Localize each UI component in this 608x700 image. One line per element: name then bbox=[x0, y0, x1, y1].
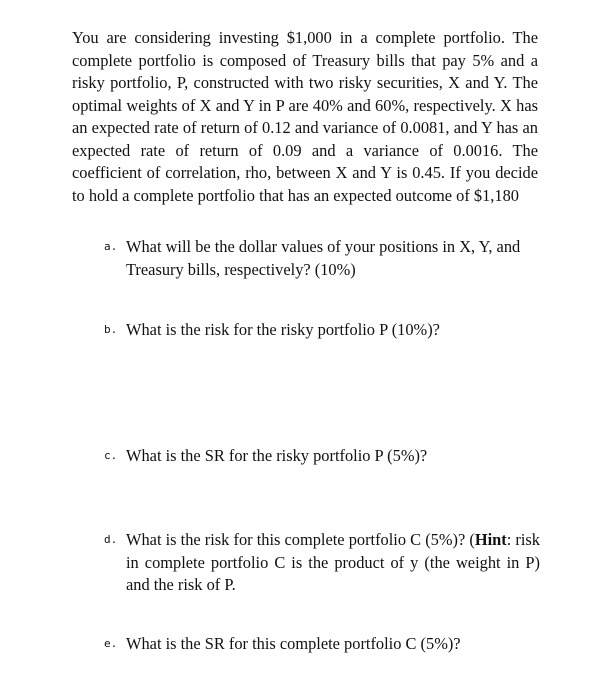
question-c bbox=[104, 445, 540, 468]
question-marker: d. bbox=[104, 533, 118, 546]
question-marker: b. bbox=[104, 323, 118, 336]
question-a bbox=[104, 236, 540, 281]
question-text: What is the SR for the risky portfolio P (5%)? bbox=[126, 446, 428, 465]
question-marker: e. bbox=[104, 637, 118, 650]
hint-label: Hint bbox=[474, 530, 507, 549]
question-marker: c. bbox=[104, 449, 118, 462]
hint-text: : risk in complete portfolio C is the product of y (the weight in P) and the risk of P. bbox=[126, 530, 540, 594]
question-text: What is the risk for the risky portfolio P (10%)? bbox=[126, 320, 440, 339]
problem-statement: You are considering investing $1,000 in a complete portfolio. The complete portfolio is composed of Treasury bills that pay 5% and a risky portfolio, P, constructed with two risky securities, X and Y. The optimal weights of X and Y in P are 40% and 60%, respectively. X has an expected rate of return of 0.12 and variance of 0.0081, and Y has an expected rate of return of 0.09 and a variance of 0.0016. The coefficient of correlation, rho, between X and Y is 0.45. If you decide to hold a complete portfolio that has an expected outcome of $1,180 bbox=[72, 28, 538, 205]
question-text: What is the risk for this complete portfolio C (5%)? (Hint: risk in complete portfolio C is the product of y (the weight in P) and the risk of P. bbox=[126, 530, 540, 594]
question-e bbox=[104, 633, 540, 656]
question-marker: a. bbox=[104, 240, 118, 253]
question-text: What will be the dollar values of your positions in X, Y, and Treasury bills, respectively? (10%) bbox=[126, 237, 521, 279]
question-b bbox=[104, 319, 540, 342]
question-d bbox=[104, 529, 540, 597]
question-main-text: What is the risk for this complete portfolio C (5%)? bbox=[126, 530, 466, 549]
question-text: What is the SR for this complete portfolio C (5%)? bbox=[126, 634, 461, 653]
